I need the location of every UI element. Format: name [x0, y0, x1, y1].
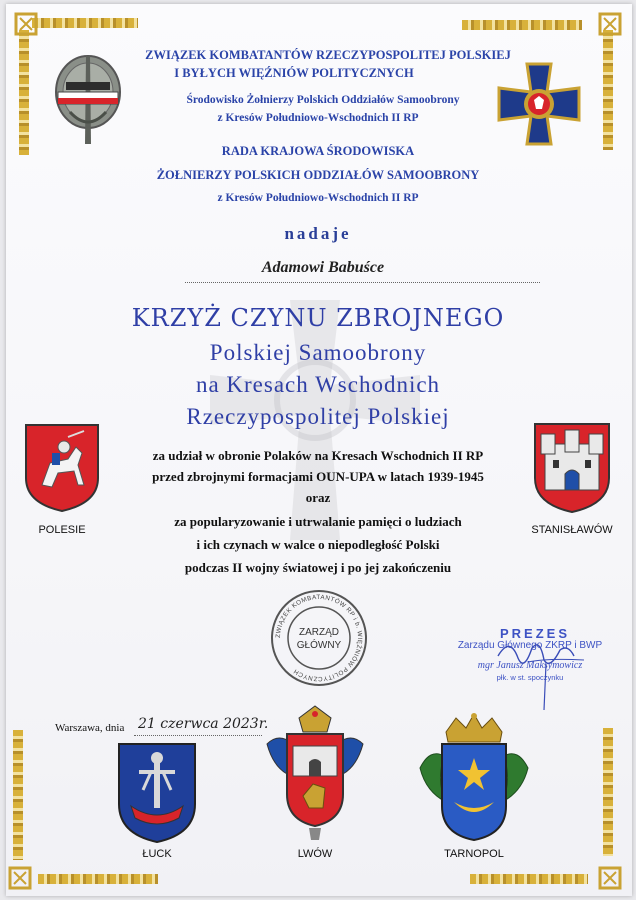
gold-border-left-bottom	[13, 730, 23, 860]
env-line-1: Środowisko Żołnierzy Polskich Oddziałów Samoobrony	[186, 94, 460, 106]
seal-center-line-2: GŁÓWNY	[296, 640, 342, 651]
env-line-2: z Kresów Południowo-Wschodnich II RP	[217, 112, 419, 124]
signature-name: mgr Janusz Maksymowicz	[477, 660, 583, 671]
date-handwritten: 21 czerwca 2023r.	[138, 716, 269, 732]
gold-border-right-bottom	[603, 728, 613, 856]
tarnopol-crest-icon	[416, 712, 532, 844]
stanislawow-label: STANISŁAWÓW	[531, 524, 613, 536]
stanislawow-crest-icon	[533, 422, 611, 514]
tarnopol-label: TARNOPOL	[444, 848, 504, 860]
signature-rank: płk. w st. spoczynku	[496, 673, 564, 682]
handwritten-signature	[488, 634, 598, 714]
citation-line-4: za popularyzowanie i utrwalanie pamięci o ludziach	[174, 514, 462, 529]
corner-ornament-icon	[598, 12, 622, 36]
citation-line-5: i ich czynach w walce o niepodległość Polski	[196, 537, 440, 552]
award-title-line-4: Rzeczypospolitej Polskiej	[186, 404, 450, 429]
polesie-crest-icon	[24, 423, 100, 513]
signature-title: PREZES	[499, 626, 570, 641]
recipient-name: Adamowi Babuśce	[261, 259, 385, 276]
council-line-1: RADA KRAJOWA ŚRODOWISKA	[221, 144, 415, 158]
luck-crest-icon	[117, 742, 197, 844]
gold-border-bottom-right	[470, 874, 588, 884]
org-line-2: I BYŁYCH WIĘŹNIÓW POLITYCZNYCH	[174, 66, 414, 80]
corner-ornament-icon	[14, 12, 38, 36]
date-place-label: Warszawa, dnia	[55, 722, 125, 734]
lwow-label: LWÓW	[297, 848, 333, 860]
grants-word: nadaje	[284, 224, 352, 243]
polesie-label: POLESIE	[38, 524, 86, 536]
recipient-dotted-line	[185, 282, 540, 283]
official-seal	[269, 588, 369, 688]
award-title-line-1: KRZYŻ CZYNU ZBROJNEGO	[131, 304, 505, 332]
corner-ornament-icon	[8, 866, 32, 890]
gold-border-bottom-left	[38, 874, 158, 884]
corner-ornament-icon	[598, 866, 622, 890]
seal-ring-text: ZWIĄZEK KOMBATANTÓW RP i b. WIĘŹNIÓW POLITYCZNYCH	[274, 593, 364, 683]
award-title-line-3: na Kresach Wschodnich	[195, 372, 441, 397]
signature-org: Zarządu Głównego ZKRP i BWP	[457, 640, 603, 651]
citation-line-2: przed zbrojnymi formacjami OUN-UPA w latach 1939-1945	[152, 469, 484, 484]
luck-label: ŁUCK	[142, 848, 172, 860]
lwow-crest-icon	[263, 704, 367, 844]
council-line-3: z Kresów Południowo-Wschodnich II RP	[217, 192, 419, 204]
citation-line-6: podczas II wojny światowej i po jej zakończeniu	[184, 560, 452, 575]
award-title-line-2: Polskiej Samoobrony	[209, 340, 427, 365]
citation-line-3: oraz	[305, 490, 331, 505]
org-line-1: ZWIĄZEK KOMBATANTÓW RZECZYPOSPOLITEJ POLSKIEJ	[145, 48, 511, 62]
citation-line-1: za udział w obronie Polaków na Kresach Wschodnich II RP	[152, 448, 484, 463]
date-dotted-line	[134, 735, 262, 736]
gold-border-top-left	[32, 18, 138, 28]
council-line-2: ŻOŁNIERZY POLSKICH ODDZIAŁÓW SAMOOBRONY	[156, 168, 480, 182]
gold-border-top-right	[462, 20, 582, 30]
seal-center-line-1: ZARZĄD	[299, 627, 339, 638]
